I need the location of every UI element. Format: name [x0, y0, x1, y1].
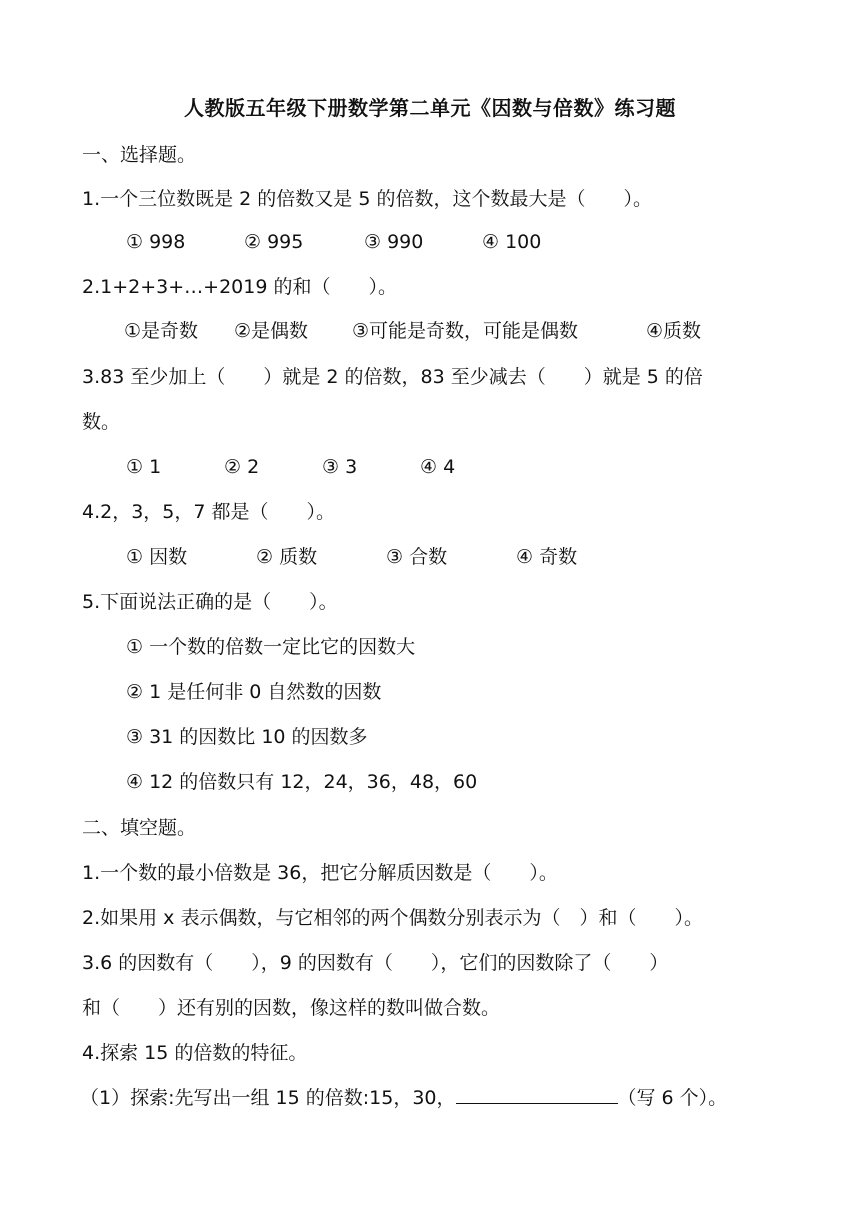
option-4: ④ 4 [420, 456, 456, 478]
option-3: ③ 合数 [386, 546, 448, 568]
sub1-prefix: （1）探索:先写出一组 15 的倍数:15，30， [80, 1087, 456, 1109]
option-4: ④ 奇数 [516, 546, 578, 568]
option-3: ③可能是奇数，可能是偶数 [352, 320, 579, 342]
option-4: ④ 12 的倍数只有 12，24，36，48，60 [126, 771, 478, 793]
option-3: ③ 990 [364, 231, 424, 253]
option-1: ① 998 [126, 231, 186, 253]
option-1: ①是奇数 [124, 320, 199, 342]
question-1-1: 1.一个三位数既是 2 的倍数又是 5 的倍数，这个数最大是（ ）。 [82, 188, 652, 210]
options-row-1-4 [126, 544, 826, 570]
question-2-3-line1: 3.6 的因数有（ ），9 的因数有（ ），它们的因数除了（ ） [82, 952, 669, 974]
section-heading-fill: 二、填空题。 [82, 817, 197, 839]
option-2: ② 995 [244, 231, 304, 253]
question-1-2: 2.1+2+3+…+2019 的和（ ）。 [82, 276, 397, 298]
option-2: ②是偶数 [234, 320, 309, 342]
option-3: ③ 31 的因数比 10 的因数多 [126, 726, 368, 748]
question-2-4: 4.探索 15 的倍数的特征。 [82, 1042, 308, 1064]
option-2: ② 1 是任何非 0 自然数的因数 [126, 681, 382, 703]
question-2-4-sub1 [80, 1085, 727, 1111]
options-row-1-3 [126, 454, 826, 480]
option-2: ② 质数 [256, 546, 318, 568]
options-row-1-2 [124, 318, 824, 344]
question-1-4: 4.2，3，5，7 都是（ ）。 [82, 501, 336, 523]
option-3: ③ 3 [322, 456, 358, 478]
sub1-suffix: （写 6 个）。 [617, 1087, 728, 1109]
option-2: ② 2 [224, 456, 260, 478]
question-1-3-line2: 数。 [82, 411, 121, 433]
option-1: ① 1 [126, 456, 162, 478]
answer-blank[interactable] [456, 1085, 618, 1104]
option-1: ① 因数 [126, 546, 188, 568]
question-2-2: 2.如果用 x 表示偶数，与它相邻的两个偶数分别表示为（ ）和（ ）。 [82, 907, 703, 929]
section-heading-choice: 一、选择题。 [82, 144, 197, 166]
option-4: ④质数 [646, 320, 702, 342]
page-title: 人教版五年级下册数学第二单元《因数与倍数》练习题 [184, 96, 676, 120]
question-2-1: 1.一个数的最小倍数是 36，把它分解质因数是（ ）。 [82, 862, 558, 884]
question-1-3-line1: 3.83 至少加上（ ）就是 2 的倍数，83 至少减去（ ）就是 5 的倍 [82, 366, 703, 388]
question-2-3-line2: 和（ ）还有别的因数，像这样的数叫做合数。 [82, 997, 501, 1019]
option-1: ① 一个数的倍数一定比它的因数大 [126, 636, 416, 658]
option-4: ④ 100 [482, 231, 542, 253]
options-row-1-1 [126, 229, 826, 255]
question-1-5: 5.下面说法正确的是（ ）。 [82, 591, 338, 613]
